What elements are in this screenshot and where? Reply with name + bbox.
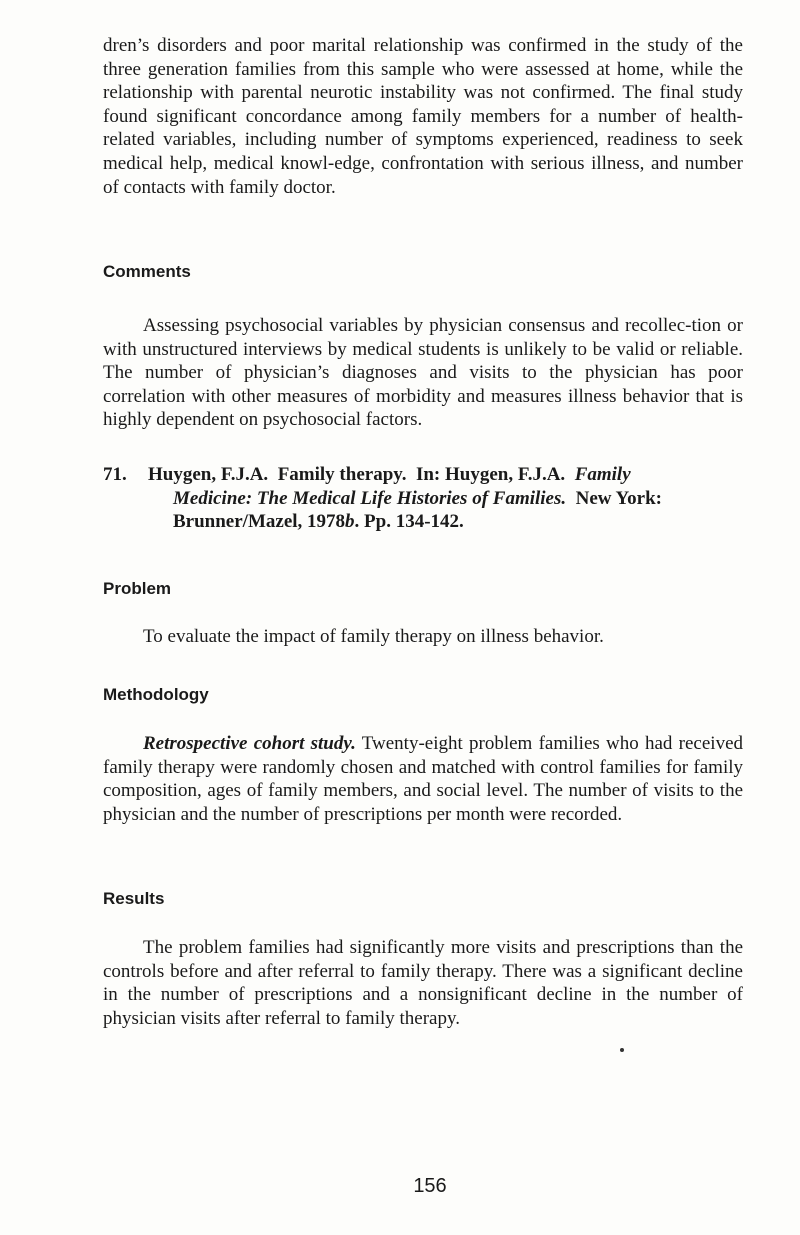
methodology-section	[103, 732, 743, 826]
reference-book-part1: Family	[574, 464, 631, 485]
methodology-paragraph	[103, 732, 743, 826]
page-number: 156	[413, 1175, 447, 1197]
reference-line-1	[103, 463, 753, 487]
comments-section	[103, 314, 743, 432]
methodology-text: Twenty-eight problem families who had received family therapy were randomly chosen and matched with control families for family composition, ages of family members, and social level. The number of visits to the physician and the number of prescriptions per month were recorded.	[103, 733, 743, 825]
methodology-design: Retrospective cohort study.	[143, 733, 356, 754]
reference-year-suffix: b	[345, 511, 355, 533]
problem-heading: Problem	[103, 579, 172, 598]
reference-authors: Huygen, F.J.A.	[148, 464, 269, 485]
reference-line-2	[103, 487, 753, 534]
reference-title: Family therapy.	[277, 464, 407, 485]
reference-entry	[103, 463, 753, 534]
intro-section	[103, 34, 743, 199]
comments-paragraph: Assessing psychosocial variables by physician consensus and recollec-tion or with unstructured interviews by medical students is unlikely to be valid or reliable. The number of physician’s diagnoses and visits to the physician has poor correlation with other measures of morbidity and measures illness behavior that is highly dependent on psychosocial factors.	[103, 315, 743, 431]
problem-section	[103, 625, 743, 649]
results-section	[103, 936, 743, 1030]
reference-pages: . Pp. 134-142.	[354, 511, 464, 533]
ink-speck	[620, 1048, 624, 1052]
comments-heading: Comments	[103, 262, 191, 281]
reference-number: 71.	[103, 464, 127, 485]
results-paragraph: The problem families had significantly more visits and prescriptions than the controls before and after referral to family therapy. There was a significant decline in the number of prescriptions and a nonsignificant decline in the number of physician visits after referral to family therapy.	[103, 937, 743, 1029]
results-heading: Results	[103, 889, 165, 908]
reference-in-prefix: In: Huygen, F.J.A.	[415, 464, 566, 485]
reference-publisher: New York: Brunner/Mazel, 1978	[173, 487, 663, 533]
intro-paragraph: dren’s disorders and poor marital relationship was confirmed in the study of the three generation families from this sample who were assessed at home, while the relationship with parental neurotic instability was not confirmed. The final study found significant concordance among family members for a number of health-related variables, including number of symptoms experienced, readiness to seek medical help, medical knowl-edge, confrontation with serious illness, and number of contacts with family doctor.	[103, 35, 743, 198]
methodology-heading: Methodology	[103, 685, 209, 704]
problem-paragraph: To evaluate the impact of family therapy on illness behavior.	[143, 626, 604, 647]
reference-book-part2: Medicine: The Medical Life Histories of Families.	[173, 487, 567, 509]
